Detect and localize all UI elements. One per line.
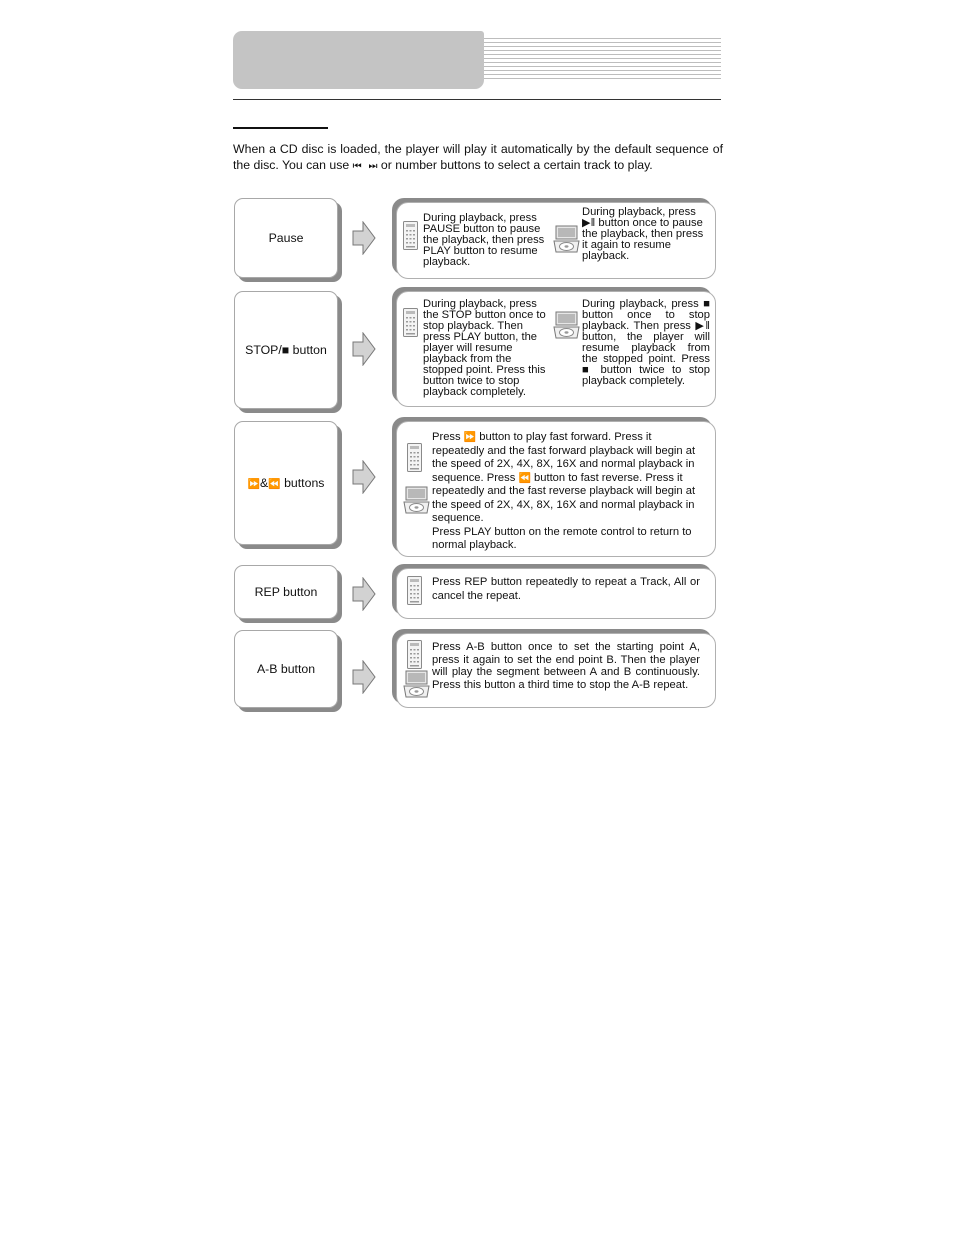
fast-buttons-label-box bbox=[234, 421, 338, 545]
header-stripes bbox=[484, 38, 721, 82]
rep-label: REP button bbox=[254, 585, 318, 599]
play-pause-icon: ▶‖ bbox=[695, 320, 710, 332]
pause-label-box bbox=[234, 198, 338, 278]
fast-content-box bbox=[396, 421, 716, 557]
portable-player-icon bbox=[553, 311, 580, 339]
arrow-right-icon bbox=[352, 460, 376, 494]
stop-label: STOP/■ button bbox=[245, 343, 327, 357]
fast-forward-icon: ⏩ bbox=[463, 432, 477, 443]
chapter-header-tab bbox=[233, 31, 484, 89]
stop-content-box bbox=[396, 291, 716, 407]
intro-text-2: or number buttons to select a certain track to play. bbox=[377, 158, 653, 172]
ab-label-box bbox=[234, 630, 338, 708]
fast-reverse-icon: ⏪ bbox=[518, 472, 531, 484]
intro-paragraph bbox=[233, 141, 723, 175]
stop-icon: ■ bbox=[281, 343, 290, 357]
arrow-right-icon bbox=[352, 660, 376, 694]
rep-content-box bbox=[396, 568, 716, 619]
ab-content-box bbox=[396, 633, 716, 708]
remote-control-icon bbox=[407, 576, 422, 605]
fast-forward-icon: ⏩ bbox=[247, 479, 261, 490]
stop-unit-text: During playback, press ■ button once to stop playback. Then press ▶‖ button, the player will resume playback from the stopped point. Press ■ button twice to stop playback completely. bbox=[582, 298, 710, 387]
arrow-right-icon bbox=[352, 577, 376, 611]
header-divider bbox=[233, 99, 721, 100]
next-track-icon: ⏭ bbox=[368, 161, 378, 172]
pause-label: Pause bbox=[268, 231, 304, 245]
fast-text: Press ⏩ button to play fast forward. Press it repeatedly and the fast forward playback will begin at the speed of 2X, 4X, 8X, 16X and normal playback in sequence. Press ⏪ button to fast reverse. Press it repeatedly and the fast reverse playback will begin at the speed of 2X, 4X, 8X, 16X and normal playback in sequence. Press PLAY button on the remote control to return to normal playback. bbox=[432, 431, 696, 551]
play-pause-icon: ▶‖ bbox=[582, 217, 596, 229]
ab-text: Press A-B button once to set the starting point A, press it again to set the end point B. Then the player will play the segment between A and B continuously. Press this button a third time to stop the A-B repeat. bbox=[432, 641, 700, 691]
remote-control-icon bbox=[407, 443, 422, 472]
pause-remote-text: During playback, press PAUSE button to pause the playback, then press PLAY button to resume playback. bbox=[423, 212, 545, 268]
portable-player-icon bbox=[553, 225, 580, 253]
portable-player-icon bbox=[403, 486, 430, 514]
fast-reverse-icon: ⏪ bbox=[268, 479, 281, 490]
pause-content-box bbox=[396, 202, 716, 279]
arrow-right-icon bbox=[352, 221, 376, 255]
remote-control-icon bbox=[403, 221, 418, 250]
remote-control-icon bbox=[403, 308, 418, 337]
fast-buttons-label: ⏩&⏪ buttons bbox=[247, 476, 325, 490]
stop-remote-text: During playback, press the STOP button once to stop playback. Then press PLAY button, the player will resume playback from the stopped point. Press this button twice to stop playback completely. bbox=[423, 298, 546, 398]
previous-track-icon: ⏮ bbox=[352, 161, 362, 172]
pause-unit-text: During playback, press ▶‖ button once to pause the playback, then press it again to resume playback. bbox=[582, 206, 704, 262]
rep-text: Press REP button repeatedly to repeat a Track, All or cancel the repeat. bbox=[432, 576, 700, 602]
section-title-underline bbox=[233, 127, 328, 129]
stop-icon: ■ bbox=[703, 298, 710, 310]
ab-label: A-B button bbox=[256, 662, 316, 676]
stop-label-box bbox=[234, 291, 338, 409]
portable-player-icon bbox=[403, 670, 430, 698]
intro-text-1: When a CD disc is loaded, the player will play it automatically by the default sequence of the disc. You can use bbox=[233, 142, 723, 172]
rep-label-box bbox=[234, 565, 338, 619]
remote-control-icon bbox=[407, 640, 422, 669]
stop-icon: ■ bbox=[582, 364, 594, 376]
arrow-right-icon bbox=[352, 332, 376, 366]
